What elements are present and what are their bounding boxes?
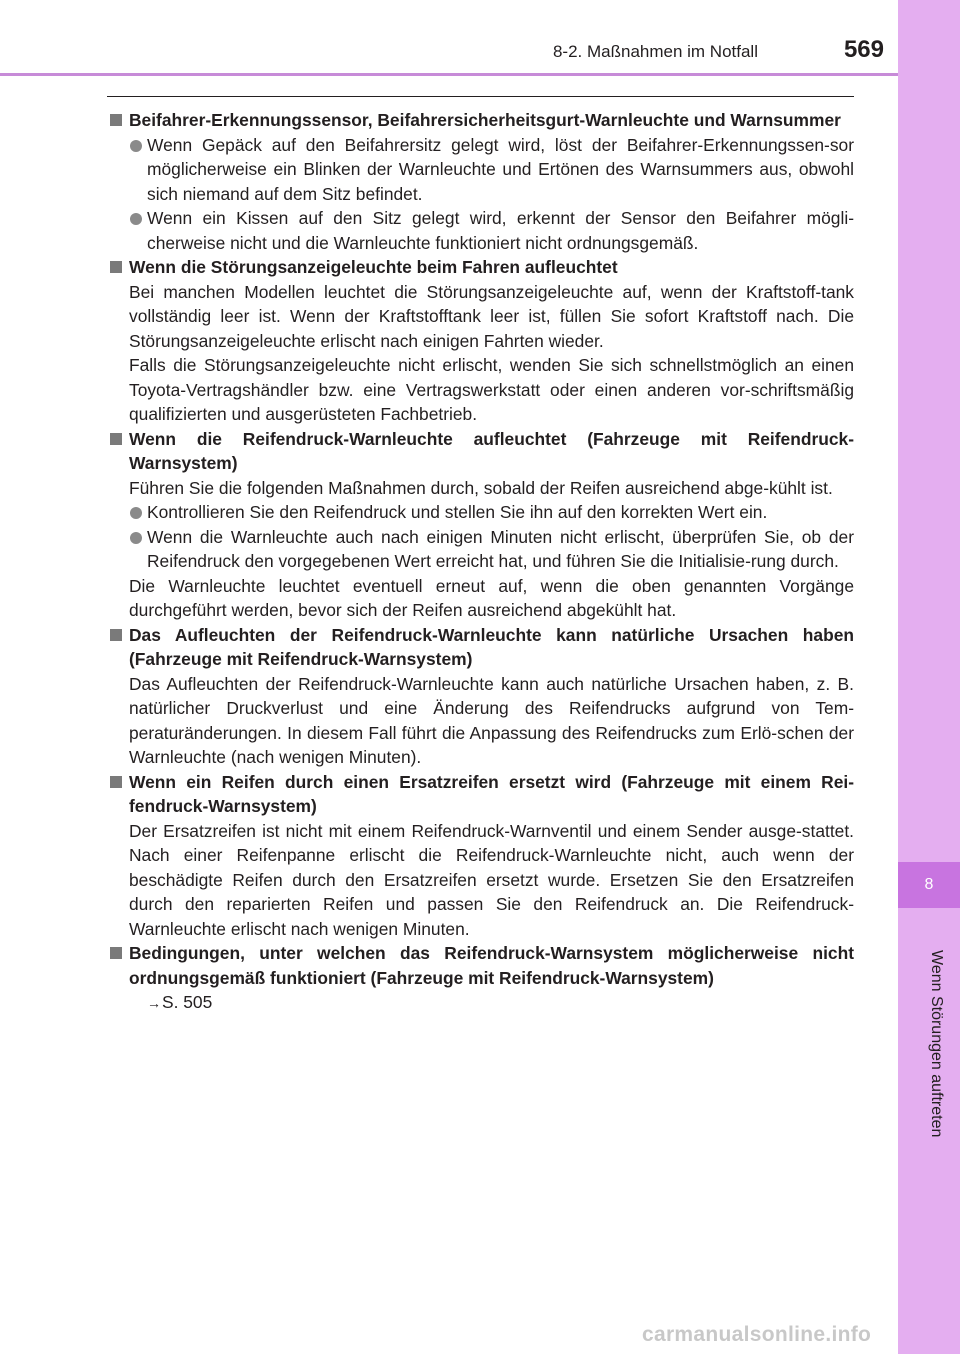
- body-paragraph: Der Ersatzreifen ist nicht mit einem Reifendruck-Warnventil und einem Sender ausge-stattet. Nach einer Reifenpanne erlischt die Reifendruck-Warnleuchte nicht, auch wenn der beschädigte Reifen durch den Ersatzreifen ersetzt wurde. Ersetzen Sie den Ersatzreifen durch den reparierten Reifen und passen Sie den Reifendruck an. Die Reifendruck-Warnleuchte erlischt nach wenigen Minuten.: [129, 820, 854, 939]
- content-top-rule: [107, 96, 854, 97]
- body-paragraph: Falls die Störungsanzeigeleuchte nicht erlischt, wenden Sie sich schnellstmöglich an einen Toyota-Vertragshändler bzw. eine Vertragswerkstatt oder einen anderen vor-schriftsmäßig qualifizierten und ausgerüsteten Fachbetrieb.: [129, 355, 854, 424]
- chapter-thumb-bar: [898, 0, 960, 1354]
- watermark: carmanualsonline.info: [642, 1323, 872, 1346]
- header-rule: [0, 73, 898, 76]
- section-heading: [107, 427, 854, 476]
- chapter-number-tab[interactable]: 8: [898, 862, 960, 908]
- chapter-title: Wenn Störungen auftreten: [928, 950, 945, 1138]
- bullet-item: Kontrollieren Sie den Reifendruck und stellen Sie ihn auf den korrekten Wert ein.: [107, 500, 854, 525]
- body-paragraph: Das Aufleuchten der Reifendruck-Warnleuchte kann auch natürliche Ursachen haben, z. B. natürlicher Druckverlust und eine Änderung des Reifendrucks aufgrund von Tem-peraturänderungen. In diesem Fall führt die Anpassung des Reifendrucks zum Erlö-schen der Warnleuchte (nach wenigen Minuten).: [129, 673, 854, 767]
- section-heading-text: Bedingungen, unter welchen das Reifendruck-Warnsystem möglicherweise nicht ordnungsgemäß funktioniert (Fahrzeuge mit Reifendruck-Warnsystem): [129, 943, 854, 988]
- section-heading: [107, 941, 854, 990]
- bullet-item: Wenn Gepäck auf den Beifahrersitz gelegt wird, löst der Beifahrer-Erkennungssen-sor möglicherweise ein Blinken der Warnleuchte und Ertönen des Warnsummers aus, obwohl sich niemand auf dem Sitz befindet.: [107, 133, 854, 207]
- section-heading-text: Beifahrer-Erkennungssensor, Beifahrersicherheitsgurt-Warnleuchte und Warnsummer: [129, 110, 841, 130]
- body-paragraph: Bei manchen Modellen leuchtet die Störungsanzeigeleuchte auf, wenn der Kraftstoff-tank vollständig leer ist. Wenn der Kraftstofftank leer ist, füllen Sie sofort Kraftstoff nach. Die Störungsanzeigeleuchte erlischt nach einigen Fahrten wieder.: [129, 281, 854, 351]
- page-number: 569: [843, 36, 884, 63]
- bullet-item: Wenn die Warnleuchte auch nach einigen Minuten nicht erlischt, überprüfen Sie, ob der Reifendruck den vorgegebenen Wert erreicht hat, und führen Sie die Initialisie-rung durch.: [107, 525, 854, 574]
- document-body: [107, 108, 854, 1016]
- section-heading-text: Das Aufleuchten der Reifendruck-Warnleuchte kann natürliche Ursachen haben (Fahrzeuge mit Reifendruck-Warnsystem): [129, 624, 854, 669]
- body-paragraph: Führen Sie die folgenden Maßnahmen durch, sobald der Reifen ausreichend abge-kühlt ist.: [129, 477, 833, 498]
- section-heading-text: Wenn die Störungsanzeigeleuchte beim Fahren aufleuchtet: [129, 257, 618, 277]
- bullet-item: Wenn ein Kissen auf den Sitz gelegt wird, erkennt der Sensor den Beifahrer mögli-cherweise nicht und die Warnleuchte funktioniert nicht ordnungsgemäß.: [107, 206, 854, 255]
- section-heading: [107, 770, 854, 819]
- section-heading-text: Wenn die Reifendruck-Warnleuchte aufleuchtet (Fahrzeuge mit Reifendruck-Warnsystem): [129, 428, 854, 473]
- arrow-right-icon: →: [147, 995, 161, 1011]
- section-heading-text: Wenn ein Reifen durch einen Ersatzreifen ersetzt wird (Fahrzeuge mit einem Rei-fendruck-Warnsystem): [129, 771, 854, 816]
- page-reference-text: S. 505: [162, 992, 213, 1012]
- section-title: 8-2. Maßnahmen im Notfall: [552, 42, 758, 61]
- section-heading: [107, 108, 854, 133]
- body-paragraph: Die Warnleuchte leuchtet eventuell erneut auf, wenn die oben genannten Vorgänge durchgeführt werden, bevor sich der Reifen ausreichend abgekühlt hat.: [129, 575, 854, 620]
- section-heading: [107, 255, 854, 280]
- page-reference-link[interactable]: [107, 990, 854, 1016]
- section-heading: [107, 623, 854, 672]
